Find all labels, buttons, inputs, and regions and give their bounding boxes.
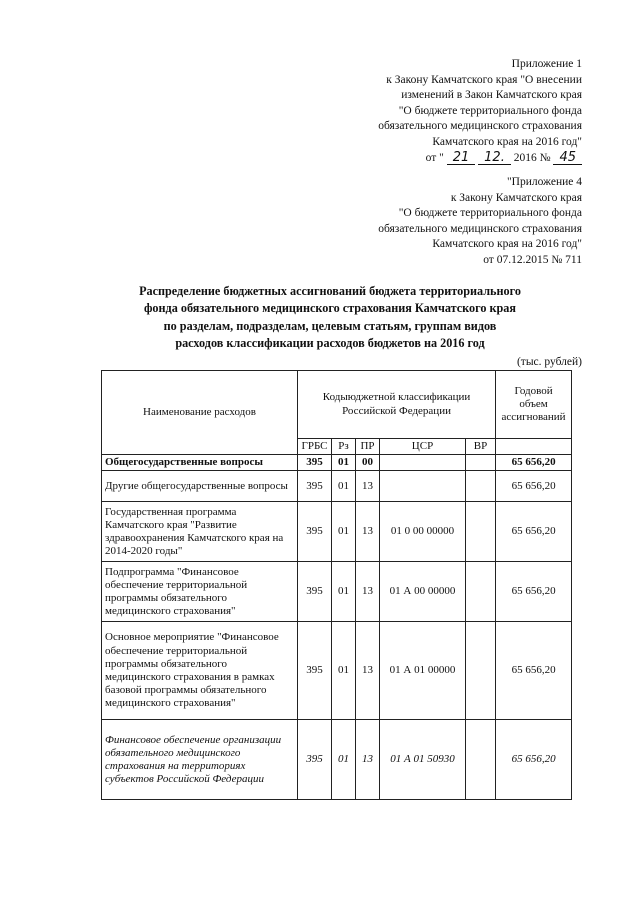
row-rz: 01 (332, 502, 356, 562)
row-vr (466, 562, 496, 622)
header-pr: ПР (356, 439, 380, 455)
annex-1-line: "О бюджете территориального фонда (398, 104, 582, 117)
row-amount: 65 656,20 (496, 720, 572, 800)
annex-4-line: к Закону Камчатского края (450, 191, 582, 204)
row-csr: 01 А 01 00000 (380, 622, 466, 720)
annex-1-line: обязательного медицинского страхования (378, 120, 582, 133)
row-csr: 01 А 00 00000 (380, 562, 466, 622)
units-label: (тыс. рублей) (516, 356, 582, 368)
row-pr: 13 (356, 471, 380, 502)
row-name: Основное мероприятие "Финансовое обеспечение территориальной программы обязательного медицинского страхования в рамках базовой программы обязательного медицинского страхования" (102, 622, 298, 720)
row-name: Финансовое обеспечение организации обязательного медицинского страхования на территориях субъектов Российской Федерации (102, 720, 298, 800)
row-rz: 01 (332, 471, 356, 502)
annex-1-line: Приложение 1 (511, 58, 582, 70)
row-csr: 01 0 00 00000 (380, 502, 466, 562)
date-day-handwritten: 21 (447, 151, 476, 165)
row-csr (380, 455, 466, 471)
table-header-row (102, 371, 572, 439)
table-row (102, 455, 572, 471)
row-csr (380, 471, 466, 502)
row-name: Подпрограмма "Финансовое обеспечение территориальной программы обязательного медицинского страхования" (102, 562, 298, 622)
number-label: № (539, 151, 551, 164)
header-codes (298, 371, 496, 439)
table-row (102, 720, 572, 800)
row-pr: 00 (356, 455, 380, 471)
row-vr (466, 502, 496, 562)
row-name: Другие общегосударственные вопросы (102, 471, 298, 502)
date-prefix: от " (425, 151, 444, 164)
header-grbs: ГРБС (298, 439, 332, 455)
annex-4-line: от 07.12.2015 № 711 (483, 253, 582, 266)
row-vr (466, 622, 496, 720)
row-pr: 13 (356, 502, 380, 562)
date-year: 2016 (513, 151, 537, 164)
table-row (102, 502, 572, 562)
header-amount: Годовой объем ассигнований (496, 371, 572, 439)
header-amount-empty (496, 439, 572, 455)
row-grbs: 395 (298, 471, 332, 502)
header-vr: ВР (466, 439, 496, 455)
row-amount: 65 656,20 (496, 455, 572, 471)
annex-1-date-line (378, 151, 582, 167)
row-rz: 01 (332, 562, 356, 622)
annex-1-line: Камчатского края на 2016 год" (432, 135, 582, 148)
header-csr: ЦСР (380, 439, 466, 455)
title-line: фонда обязательного медицинского страхования Камчатского края (144, 301, 516, 316)
budget-table (101, 370, 572, 800)
row-pr: 13 (356, 622, 380, 720)
row-grbs: 395 (298, 720, 332, 800)
annex-4-line: "О бюджете территориального фонда (398, 207, 582, 220)
row-grbs: 395 (298, 562, 332, 622)
table-row (102, 562, 572, 622)
row-grbs: 395 (298, 455, 332, 471)
header-name: Наименование расходов (102, 371, 298, 455)
row-amount: 65 656,20 (496, 562, 572, 622)
row-pr: 13 (356, 720, 380, 800)
document-title (80, 283, 580, 353)
row-rz: 01 (332, 622, 356, 720)
header-codes-text: Кодыюджетной классификации Российской Федерации (322, 391, 471, 417)
row-pr: 13 (356, 562, 380, 622)
row-vr (466, 455, 496, 471)
row-vr (466, 720, 496, 800)
row-grbs: 395 (298, 502, 332, 562)
annex-4-line: обязательного медицинского страхования (378, 222, 582, 235)
row-csr: 01 А 01 50930 (380, 720, 466, 800)
table-row (102, 622, 572, 720)
row-amount: 65 656,20 (496, 622, 572, 720)
annex-4-line: Камчатского края на 2016 год" (432, 238, 582, 251)
row-amount: 65 656,20 (496, 471, 572, 502)
annex-1-header (378, 57, 582, 166)
annex-1-line: к Закону Камчатского края "О внесении (386, 73, 582, 86)
row-grbs: 395 (298, 622, 332, 720)
header-rz: Рз (332, 439, 356, 455)
row-rz: 01 (332, 720, 356, 800)
row-amount: 65 656,20 (496, 502, 572, 562)
title-line: Распределение бюджетных ассигнований бюджета территориального (139, 284, 521, 298)
annex-1-line: изменений в Закон Камчатского края (401, 89, 582, 102)
row-rz: 01 (332, 455, 356, 471)
title-line: расходов классификации расходов бюджетов на 2016 год (175, 336, 485, 351)
annex-4-line: "Приложение 4 (506, 176, 582, 188)
row-name: Общегосударственные вопросы (102, 455, 298, 471)
number-value-handwritten: 45 (553, 151, 582, 165)
row-vr (466, 471, 496, 502)
title-line: по разделам, подразделам, целевым статьям, группам видов (163, 318, 497, 333)
table-row (102, 471, 572, 502)
row-name: Государственная программа Камчатского края "Развитие здравоохранения Камчатского края на 2014-2020 годы" (102, 502, 298, 562)
date-month-handwritten: 12. (478, 151, 511, 165)
annex-4-header (378, 175, 582, 269)
